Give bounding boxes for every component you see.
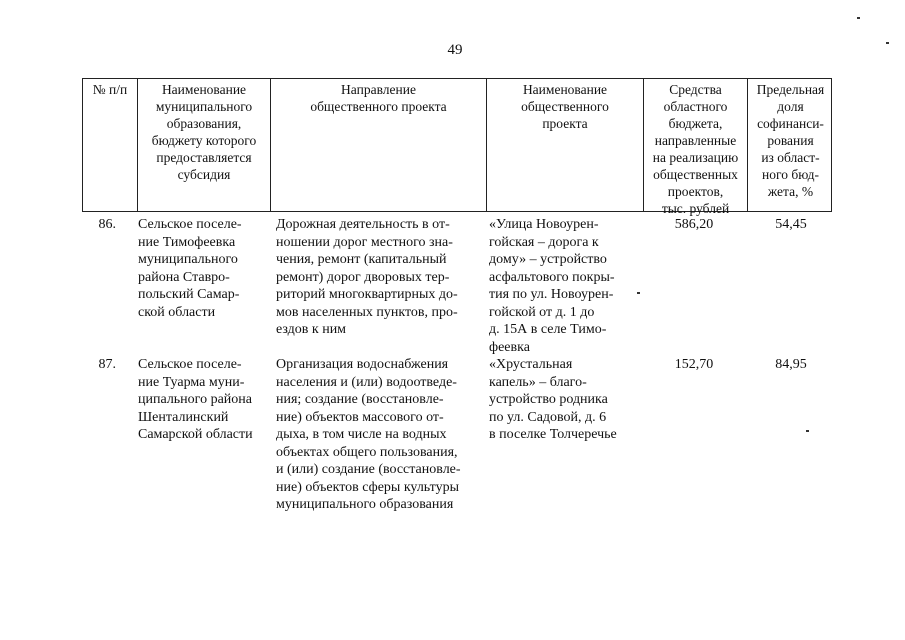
header-share-text: Предельная доля софинанси- рования из област- ного бюд- жета, % — [756, 82, 825, 199]
page-number: 49 — [447, 42, 463, 58]
table-row-87-share: 84,95 — [775, 357, 807, 372]
table-row-87-direction: Организация водоснабжения населения и (или) водоотведе- ния; создание (восстановле- ние) объектов массового от- дыха, в том числе на водных объектах общего пользования, и (или) создание (восстановле- ние) объектов сферы культуры муниципального образования — [276, 357, 461, 512]
header-share — [747, 79, 833, 211]
scan-speck — [637, 292, 640, 294]
table-row-86-municipality: Сельское поселе- ние Тимофеевка муниципального района Ставро- польский Самар- ской области — [138, 217, 242, 320]
header-number-text: № п/п — [92, 82, 128, 97]
header-direction-text: Направление общественного проекта — [310, 82, 447, 114]
header-project-name — [486, 79, 643, 211]
table-row-87-number: 87. — [98, 357, 116, 372]
table-row-87-municipality: Сельское поселе- ние Туарма муни- ципального района Шенталинский Самарской области — [138, 357, 253, 442]
header-municipality — [137, 79, 270, 211]
header-municipality-text: Наименование муниципального образования, бюджету которого предоставляется субсидия — [151, 82, 257, 182]
header-project-name-text: Наименование общественного проекта — [521, 82, 609, 131]
table-header — [82, 78, 832, 216]
table-row-87-project-name: «Хрустальная капель» – благо- устройство родника по ул. Садовой, д. 6 в поселке Толчеречье — [489, 357, 617, 442]
header-funds — [643, 79, 747, 216]
table-row-86-share: 54,45 — [775, 217, 807, 232]
table-row-86-number: 86. — [98, 217, 116, 232]
table-row-87-funds: 152,70 — [674, 357, 714, 372]
header-funds-text: Средства областного бюджета, направленные на реализацию общественных проектов, тыс. рублей — [652, 82, 739, 216]
table-row-86-direction: Дорожная деятельность в от- ношении дорог местного зна- чения, ремонт (капитальный ремонт) дорог дворовых тер- риторий многоквартирных до- мов населенных пунктов, про- ездов к ним — [276, 217, 458, 337]
table-row-86-project-name: «Улица Новоурен- гойская – дорога к дому» – устройство асфальтового покры- тия по ул. Новоурен- гойской от д. 1 до д. 15А в селе Тимо- феевка — [489, 217, 615, 355]
header-number — [83, 79, 137, 211]
header-direction — [270, 79, 486, 211]
scan-speck — [806, 430, 809, 432]
table-row-86-funds: 586,20 — [674, 217, 714, 232]
scan-speck — [886, 42, 889, 44]
scan-speck — [857, 17, 860, 19]
